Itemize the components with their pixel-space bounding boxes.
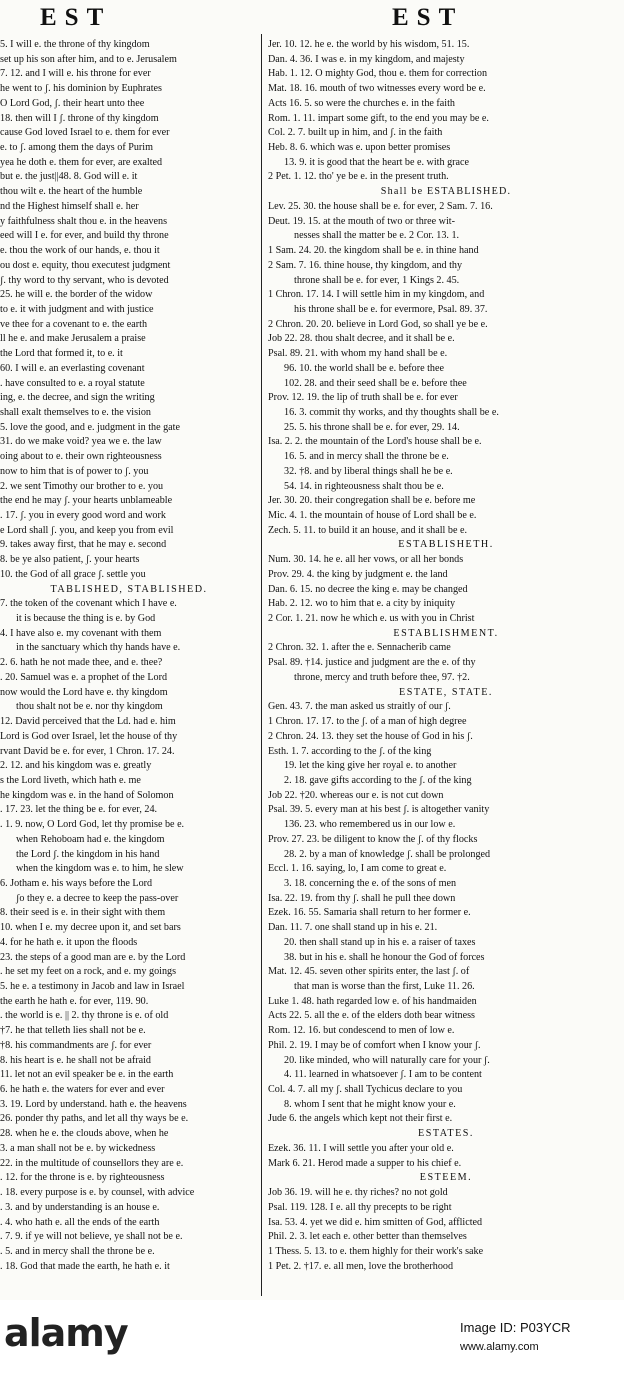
concordance-entry: to e. it with judgment and with justice bbox=[0, 303, 154, 315]
concordance-entry: Jude 6. the angels which kept not their first e. bbox=[268, 1113, 453, 1125]
concordance-entry: 6. Jotham e. his ways before the Lord bbox=[0, 877, 153, 889]
concordance-entry: 4. 11. learned in whatsoever ʃ. I am to be content bbox=[284, 1069, 482, 1081]
concordance-entry: 2. 12. and his kingdom was e. greatly bbox=[0, 760, 152, 772]
concordance-entry: Esth. 1. 7. according to the ʃ. of the king bbox=[268, 745, 432, 757]
concordance-entry: Psal. 119. 128. I e. all thy precepts to be right bbox=[268, 1201, 452, 1213]
concordance-entry: Lord is God over Israel, let the house of thy bbox=[0, 730, 178, 742]
concordance-entry: . the world is e. || 2. thy throne is e. of old bbox=[0, 1010, 169, 1022]
concordance-entry: 1 Chron. 17. 17. to the ʃ. of a man of high degree bbox=[268, 716, 467, 728]
concordance-entry: Deut. 19. 15. at the mouth of two or three wit- bbox=[268, 215, 455, 227]
concordance-entry: the Lord that formed it, to e. it bbox=[0, 348, 123, 360]
concordance-entry: 4. for he hath e. it upon the floods bbox=[0, 936, 138, 948]
concordance-column-left bbox=[0, 38, 258, 1296]
concordance-entry: ʃo they e. a decree to keep the pass-over bbox=[16, 892, 179, 904]
concordance-entry: 96. 10. the world shall be e. before thee bbox=[284, 362, 444, 374]
concordance-entry: Isa. 22. 19. from thy ʃ. shall he pull thee down bbox=[268, 892, 456, 904]
concordance-entry: 102. 28. and their seed shall be e. before thee bbox=[284, 377, 467, 389]
concordance-entry: 20. like minded, who will naturally care for your ʃ. bbox=[284, 1054, 490, 1066]
concordance-entry: ing, e. the decree, and sign the writing bbox=[0, 392, 155, 404]
concordance-entry: s the Lord liveth, which hath e. me bbox=[0, 774, 141, 786]
concordance-entry: ʃ. thy word to thy servant, who is devoted bbox=[0, 274, 169, 286]
concordance-entry: Dan. 6. 15. no decree the king e. may be changed bbox=[268, 583, 468, 595]
concordance-entry: e Lord shall ʃ. you, and keep you from evil bbox=[0, 524, 174, 536]
concordance-entry: Job 22. †20. whereas our e. is not cut down bbox=[268, 789, 444, 801]
concordance-entry: ll he e. and make Jerusalem a praise bbox=[0, 333, 146, 345]
concordance-entry: rvant David be e. for ever, 1 Chron. 17. 24. bbox=[0, 745, 175, 757]
concordance-entry: 3. 18. concerning the e. of the sons of men bbox=[284, 877, 457, 889]
concordance-entry: when Rehoboam had e. the kingdom bbox=[16, 833, 165, 845]
concordance-entry: †8. his commandments are ʃ. for ever bbox=[0, 1039, 152, 1051]
concordance-entry: Mark 6. 21. Herod made a supper to his chief e. bbox=[268, 1157, 462, 1169]
concordance-entry: Job 36. 19. will he e. thy riches? no not gold bbox=[268, 1187, 448, 1199]
concordance-entry: Heb. 8. 6. which was e. upon better promises bbox=[268, 142, 451, 154]
concordance-entry: Phil. 2. 3. let each e. other better than themselves bbox=[268, 1231, 467, 1243]
concordance-entry: Acts 16. 5. so were the churches e. in the faith bbox=[268, 97, 455, 109]
concordance-entry: 2 Chron. 32. 1. after the e. Sennacherib came bbox=[268, 642, 451, 654]
concordance-entry: he went to ʃ. his dominion by Euphrates bbox=[0, 83, 162, 95]
concordance-entry: 60. I will e. an everlasting covenant bbox=[0, 362, 145, 374]
concordance-entry: shall exalt themselves to e. the vision bbox=[0, 406, 151, 418]
concordance-entry: that man is worse than the first, Luke 11. 26. bbox=[294, 981, 475, 992]
section-heading: ESTATES. bbox=[418, 1128, 474, 1140]
concordance-entry: 10. when I e. my decree upon it, and set bars bbox=[0, 922, 181, 934]
concordance-entry: . 17. ʃ. you in every good word and work bbox=[0, 510, 166, 521]
section-heading: ESTEEM. bbox=[419, 1172, 473, 1184]
concordance-entry: Ezek. 36. 11. I will settle you after your old e. bbox=[268, 1142, 454, 1154]
concordance-entry: Isa. 2. 2. the mountain of the Lord's house shall be e. bbox=[268, 436, 482, 448]
concordance-entry: now to him that is of power to ʃ. you bbox=[0, 465, 149, 477]
concordance-entry: 7. 12. and I will e. his throne for ever bbox=[0, 68, 151, 80]
concordance-entry: 18. then will I ʃ. throne of thy kingdom bbox=[0, 112, 159, 124]
concordance-entry: eed will I e. for ever, and build thy throne bbox=[0, 230, 169, 242]
concordance-entry: 8. be ye also patient, ʃ. your hearts bbox=[0, 554, 140, 566]
concordance-entry: 28. 2. by a man of knowledge ʃ. shall be prolonged bbox=[284, 848, 491, 860]
concordance-entry: Prov. 27. 23. be diligent to know the ʃ. of thy flocks bbox=[268, 833, 478, 845]
concordance-entry: 1 Chron. 17. 14. I will settle him in my kingdom, and bbox=[268, 289, 485, 301]
concordance-entry: . 12. for the throne is e. by righteousness bbox=[0, 1172, 165, 1184]
concordance-entry: . have consulted to e. a royal statute bbox=[0, 377, 145, 389]
concordance-entry: . he set my feet on a rock, and e. my goings bbox=[0, 966, 177, 978]
concordance-entry: Gen. 43. 7. the man asked us straitly of our ʃ. bbox=[268, 701, 451, 713]
concordance-entry: now would the Lord have e. thy kingdom bbox=[0, 686, 168, 698]
concordance-entry: 7. the token of the covenant which I have e. bbox=[0, 598, 177, 610]
concordance-entry: Jer. 30. 20. their congregation shall be e. before me bbox=[268, 495, 476, 507]
concordance-entry: y faithfulness shalt thou e. in the heavens bbox=[0, 215, 168, 227]
concordance-entry: . 18. every purpose is e. by counsel, with advice bbox=[0, 1187, 195, 1199]
concordance-entry: ou dost e. equity, thou executest judgment bbox=[0, 259, 171, 271]
concordance-entry: 19. let the king give her royal e. to another bbox=[284, 760, 457, 772]
concordance-entry: Hab. 1. 12. O mighty God, thou e. them for correction bbox=[268, 68, 488, 80]
concordance-entry: 54. 14. in righteousness shalt thou be e. bbox=[284, 480, 444, 492]
concordance-entry: Job 22. 28. thou shalt decree, and it shall be e. bbox=[268, 333, 455, 345]
concordance-entry: 136. 23. who remembered us in our low e. bbox=[284, 819, 456, 831]
concordance-entry: cause God loved Israel to e. them for ever bbox=[0, 127, 170, 139]
concordance-entry: throne, mercy and truth before thee, 97. †2. bbox=[294, 671, 470, 683]
concordance-entry: . 17. 23. let the thing be e. for ever, 24. bbox=[0, 804, 158, 816]
concordance-entry: 16. 5. and in mercy shall the throne be e. bbox=[284, 451, 449, 463]
concordance-entry: thou shalt not be e. nor thy kingdom bbox=[16, 701, 163, 713]
section-heading: ESTATE, STATE. bbox=[399, 686, 493, 698]
alamy-logo: alamy bbox=[4, 1311, 128, 1355]
site-url-text: www.alamy.com bbox=[460, 1341, 539, 1353]
concordance-entry: Luke 1. 48. hath regarded low e. of his handmaiden bbox=[268, 995, 477, 1007]
concordance-entry: 26. ponder thy paths, and let all thy ways be e. bbox=[0, 1113, 189, 1125]
concordance-entry: . 20. Samuel was e. a prophet of the Lord bbox=[0, 671, 168, 683]
concordance-entry: 4. I have also e. my covenant with them bbox=[0, 627, 162, 639]
concordance-entry: Acts 22. 5. all the e. of the elders doth bear witness bbox=[268, 1010, 475, 1022]
concordance-entry: 16. 3. commit thy works, and thy thoughts shall be e. bbox=[284, 406, 499, 418]
image-id-text: Image ID: P03YCR bbox=[460, 1320, 571, 1335]
concordance-entry: 2. 6. hath he not made thee, and e. thee? bbox=[0, 657, 163, 669]
concordance-entry: 25. he will e. the border of the widow bbox=[0, 289, 153, 301]
concordance-entry: yea he doth e. them for ever, are exalted bbox=[0, 156, 163, 168]
concordance-entry: when the kingdom was e. to him, he slew bbox=[16, 863, 184, 875]
concordance-entry: 13. 9. it is good that the heart be e. with grace bbox=[284, 156, 470, 168]
running-head-right: EST bbox=[392, 4, 464, 31]
concordance-entry: 31. do we make void? yea we e. the law bbox=[0, 436, 162, 448]
section-heading: ESTABLISHETH. bbox=[398, 539, 494, 551]
concordance-entry: e. thou the work of our hands, e. thou it bbox=[0, 245, 160, 257]
concordance-entry: Psal. 89. †14. justice and judgment are the e. of thy bbox=[268, 657, 476, 669]
concordance-entry: ve thee for a covenant to e. the earth bbox=[0, 318, 148, 330]
concordance-entry: Mat. 12. 45. seven other spirits enter, the last ʃ. of bbox=[268, 966, 470, 978]
concordance-entry: oing about to e. their own righteousness bbox=[0, 451, 162, 463]
concordance-entry: 5. I will e. the throne of thy kingdom bbox=[0, 39, 150, 50]
concordance-entry: throne shall be e. for ever, 1 Kings 2. 45. bbox=[294, 274, 460, 286]
concordance-entry: . 7. 9. if ye will not believe, ye shall not be e. bbox=[0, 1231, 183, 1243]
concordance-entry: 2 Sam. 7. 16. thine house, thy kingdom, and thy bbox=[268, 259, 463, 271]
concordance-entry: thou wilt e. the heart of the humble bbox=[0, 186, 143, 198]
concordance-entry: . 1. 9. now, O Lord God, let thy promise be e. bbox=[0, 819, 185, 831]
concordance-entry: Lev. 25. 30. the house shall be e. for ever, 2 Sam. 7. 16. bbox=[268, 200, 493, 212]
concordance-entry: the earth he hath e. for ever, 119. 90. bbox=[0, 995, 149, 1007]
concordance-entry: 8. his heart is e. he shall not be afraid bbox=[0, 1054, 151, 1066]
concordance-entry: 23. the steps of a good man are e. by the Lord bbox=[0, 951, 186, 963]
concordance-entry: 11. let not an evil speaker be e. in the earth bbox=[0, 1069, 174, 1081]
concordance-entry: Dan. 4. 36. I was e. in my kingdom, and majesty bbox=[268, 53, 465, 65]
concordance-entry: 38. but in his e. shall he honour the God of forces bbox=[284, 951, 485, 963]
concordance-entry: Psal. 39. 5. every man at his best ʃ. is altogether vanity bbox=[268, 804, 490, 816]
concordance-entry: 28. when he e. the clouds above, when he bbox=[0, 1128, 169, 1140]
concordance-entry: Col. 2. 7. built up in him, and ʃ. in the faith bbox=[268, 127, 443, 139]
concordance-column-right bbox=[268, 38, 624, 1296]
concordance-entry: 20. then shall stand up in his e. a raiser of taxes bbox=[284, 936, 476, 948]
concordance-entry: in the sanctuary which thy hands have e. bbox=[16, 642, 181, 654]
concordance-entry: Hab. 2. 12. wo to him that e. a city by iniquity bbox=[268, 598, 456, 610]
concordance-entry: 2. 18. gave gifts according to the ʃ. of the king bbox=[284, 774, 472, 786]
concordance-entry: Eccl. 1. 16. saying, lo, I am come to great e. bbox=[268, 863, 447, 875]
concordance-entry: nesses shall the matter be e. 2 Cor. 13. 1. bbox=[294, 230, 460, 242]
concordance-entry: Psal. 89. 21. with whom my hand shall be e. bbox=[268, 348, 448, 360]
concordance-entry: Rom. 1. 11. impart some gift, to the end you may be e. bbox=[268, 112, 489, 124]
concordance-entry: 5. he e. a testimony in Jacob and law in Israel bbox=[0, 981, 185, 992]
concordance-entry: 12. David perceived that the Ld. had e. him bbox=[0, 716, 176, 728]
concordance-entry: nd the Highest himself shall e. her bbox=[0, 200, 139, 212]
concordance-entry: Num. 30. 14. he e. all her vows, or all her bonds bbox=[268, 554, 464, 566]
concordance-entry: he kingdom was e. in the hand of Solomon bbox=[0, 789, 174, 801]
concordance-entry: e. to ʃ. among them the days of Purim bbox=[0, 142, 153, 154]
section-heading: TABLISHED, STABLISHED. bbox=[50, 583, 208, 595]
concordance-entry: 3. 19. Lord by understand. hath e. the heavens bbox=[0, 1098, 187, 1110]
concordance-entry: Prov. 12. 19. the lip of truth shall be e. for ever bbox=[268, 392, 458, 404]
concordance-entry: Prov. 29. 4. the king by judgment e. the land bbox=[268, 568, 448, 580]
concordance-entry: Dan. 11. 7. one shall stand up in his e. 21. bbox=[268, 922, 438, 934]
concordance-entry: set up his son after him, and to e. Jerusalem bbox=[0, 53, 177, 65]
concordance-entry: . 18. God that made the earth, he hath e. it bbox=[0, 1260, 170, 1272]
concordance-entry: 25. 5. his throne shall be e. for ever, 29. 14. bbox=[284, 421, 460, 433]
section-heading: Shall be ESTABLISHED. bbox=[380, 186, 512, 198]
concordance-entry: Col. 4. 7. all my ʃ. shall Tychicus declare to you bbox=[268, 1084, 463, 1096]
concordance-entry: 2 Cor. 1. 21. now he which e. us with you in Christ bbox=[268, 613, 475, 625]
running-head-left: EST bbox=[40, 4, 112, 31]
concordance-entry: †7. he that telleth lies shall not be e. bbox=[0, 1025, 146, 1037]
concordance-entry: . 5. and in mercy shall the throne be e. bbox=[0, 1245, 155, 1257]
concordance-entry: 22. in the multitude of counsellors they are e. bbox=[0, 1157, 184, 1169]
concordance-entry: 6. he hath e. the waters for ever and ever bbox=[0, 1084, 165, 1096]
concordance-entry: 2. we sent Timothy our brother to e. you bbox=[0, 480, 164, 492]
column-divider bbox=[261, 34, 262, 1296]
concordance-entry: his throne shall be e. for evermore, Psal. 89. 37. bbox=[294, 303, 488, 315]
concordance-entry: . 3. and by understanding is an house e. bbox=[0, 1201, 160, 1213]
concordance-entry: 10. the God of all grace ʃ. settle you bbox=[0, 568, 146, 580]
concordance-entry: it is because the thing is e. by God bbox=[16, 613, 156, 625]
concordance-entry: 5. love the good, and e. judgment in the gate bbox=[0, 421, 180, 433]
concordance-entry: 2 Chron. 24. 13. they set the house of God in his ʃ. bbox=[268, 730, 473, 742]
concordance-entry: 2 Chron. 20. 20. believe in Lord God, so shall ye be e. bbox=[268, 318, 488, 330]
concordance-entry: . 4. who hath e. all the ends of the earth bbox=[0, 1216, 160, 1228]
concordance-entry: Rom. 12. 16. but condescend to men of low e. bbox=[268, 1025, 455, 1037]
concordance-entry: Zech. 5. 11. to build it an house, and it shall be e. bbox=[268, 524, 467, 536]
concordance-entry: the end he may ʃ. your hearts unblameable bbox=[0, 495, 173, 507]
concordance-entry: 32. †8. and by liberal things shall he be e. bbox=[284, 465, 453, 477]
concordance-entry: the Lord ʃ. the kingdom in his hand bbox=[16, 848, 160, 860]
concordance-entry: Jer. 10. 12. he e. the world by his wisdom, 51. 15. bbox=[268, 39, 470, 50]
concordance-entry: 9. takes away first, that he may e. second bbox=[0, 539, 167, 551]
concordance-entry: Ezek. 16. 55. Samaria shall return to her former e. bbox=[268, 907, 471, 919]
section-heading: ESTABLISHMENT. bbox=[393, 627, 499, 639]
concordance-entry: Phil. 2. 19. I may be of comfort when I know your ʃ. bbox=[268, 1039, 481, 1051]
concordance-entry: but e. the just||48. 8. God will e. it bbox=[0, 171, 138, 183]
concordance-entry: 2 Pet. 1. 12. tho' ye be e. in the present truth. bbox=[268, 171, 449, 183]
concordance-entry: 8. whom I sent that he might know your e. bbox=[284, 1098, 456, 1110]
concordance-entry: 8. their seed is e. in their sight with them bbox=[0, 907, 166, 919]
concordance-entry: Mic. 4. 1. the mountain of house of Lord shall be e. bbox=[268, 510, 477, 521]
concordance-entry: 1 Pet. 2. †17. e. all men, love the brotherhood bbox=[268, 1260, 454, 1272]
concordance-entry: O Lord God, ʃ. their heart unto thee bbox=[0, 97, 145, 109]
concordance-entry: 1 Thess. 5. 13. to e. them highly for their work's sake bbox=[268, 1245, 484, 1257]
concordance-entry: 1 Sam. 24. 20. the kingdom shall be e. in thine hand bbox=[268, 245, 479, 257]
concordance-entry: Isa. 53. 4. yet we did e. him smitten of God, afflicted bbox=[268, 1216, 483, 1228]
concordance-entry: 3. a man shall not be e. by wickedness bbox=[0, 1142, 156, 1154]
concordance-entry: Mat. 18. 16. mouth of two witnesses every word be e. bbox=[268, 83, 486, 95]
